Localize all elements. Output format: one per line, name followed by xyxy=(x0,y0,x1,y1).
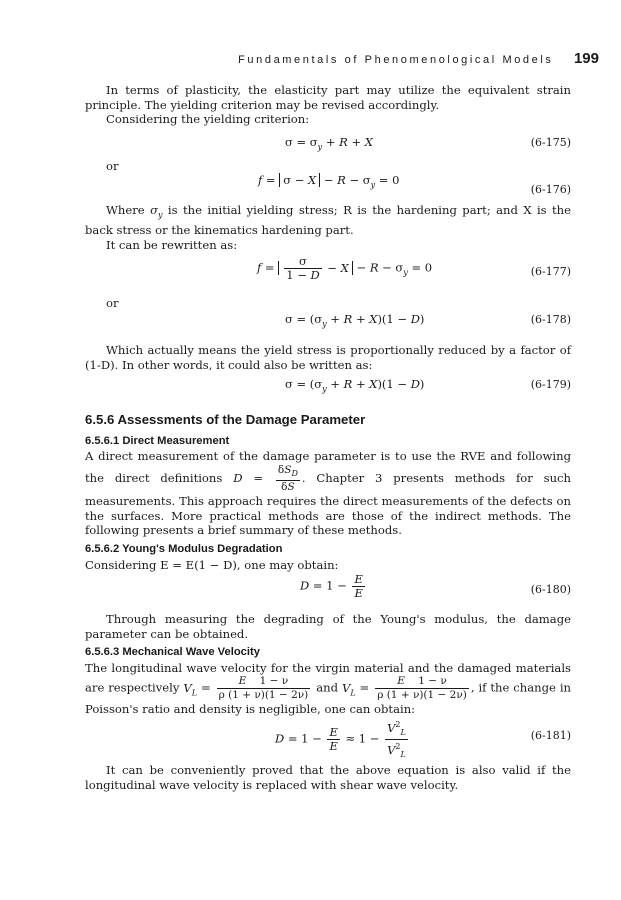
equation-number: (6-180) xyxy=(530,583,571,597)
paragraph: Considering E = E(1 − D), one may obtain: xyxy=(85,557,339,572)
paragraph: The longitudinal wave velocity for the virgin material and the damaged materials are respectively $V_L$ = $\frac{E 1 - \nu}{\rho (1 + \nu)(1 - 2\nu)}$ and $V_L$ = $\frac{E 1 - \nu}{\rho (1 + \nu)(1 - 2\nu)}$ , if the change in Poisson's ratio and density is negligible, one can obtain: xyxy=(85,660,572,717)
running-title: Fundamentals of Phenomenological Models xyxy=(238,54,554,66)
paragraph: Which actually means the yield stress is proportionally reduced by a factor of (1-D). In other words, it could also be written as: xyxy=(85,343,571,372)
equation-number: (6-175) xyxy=(530,135,571,149)
page-number: 199 xyxy=(573,50,599,67)
paragraph: A direct measurement of the damage parameter is to use the RVE and following the direct definitions D = $\frac{\delta S_D}{\delta S}$ . Chapter 3 presents methods for such measurements. This approach requires the direct measurements of the defects on the surfaces. More practical methods are those of the indirect methods. The following presents a brief summary of these methods. xyxy=(85,449,572,538)
equation-number: (6-181) xyxy=(530,729,571,743)
equation-6-177: f = $\frac{\sigma}{1 - D}$ − $X - R - \sigma_y = 0$ (6-177) xyxy=(257,254,571,283)
equation-6-181: D = 1 − $\frac{E}{E}$ ≈ 1 − $\frac{V^2_L}{V^2_L}$ (6-181) xyxy=(275,720,571,760)
paragraph: It can be rewritten as: xyxy=(106,237,238,252)
paragraph: In terms of plasticity, the elasticity part may utilize the equivalent strain principle. The yielding criterion may be revised accordingly. xyxy=(85,83,571,112)
paragraph: Where $\sigma_y$ is the initial yielding stress; R is the hardening part; and X is the back stress or the kinematics hardening part. xyxy=(85,203,572,238)
equation-6-179: $\sigma = (\sigma_y + R + X)(1 - D)$ (6-179) xyxy=(285,377,571,394)
subsection-heading: 6.5.6.1 Direct Measurement xyxy=(85,434,230,447)
equation-number: (6-178) xyxy=(530,313,571,327)
subsection-heading: 6.5.6.2 Young's Modulus Degradation xyxy=(85,542,283,555)
equation-number: (6-177) xyxy=(530,265,571,279)
equation-6-176: $f = \sigma - X - R - \sigma_y = 0$ (6-176) xyxy=(258,173,571,197)
paragraph: or xyxy=(106,296,119,311)
equation-6-180: D = 1 − $\frac{E}{E}$ (6-180) xyxy=(300,572,571,601)
subsection-heading: 6.5.6.3 Mechanical Wave Velocity xyxy=(85,646,260,659)
page-header xyxy=(238,50,599,68)
section-heading: 6.5.6 Assessments of the Damage Parameter xyxy=(85,412,366,428)
paragraph: or xyxy=(106,158,119,173)
paragraph: Considering the yielding criterion: xyxy=(106,112,310,127)
paragraph: Through measuring the degrading of the Young's modulus, the damage parameter can be obtained. xyxy=(85,612,571,641)
equation-6-178: $\sigma = (\sigma_y + R + X)(1 - D)$ (6-178) xyxy=(285,312,571,329)
paragraph: It can be conveniently proved that the above equation is also valid if the longitudinal wave velocity is replaced with shear wave velocity. xyxy=(85,763,571,792)
equation-number: (6-176) xyxy=(530,183,571,197)
equation-6-175: $\sigma = \sigma_y + R + X$ (6-175) xyxy=(285,134,571,152)
body-text xyxy=(85,83,571,792)
equation-number: (6-179) xyxy=(530,378,571,392)
